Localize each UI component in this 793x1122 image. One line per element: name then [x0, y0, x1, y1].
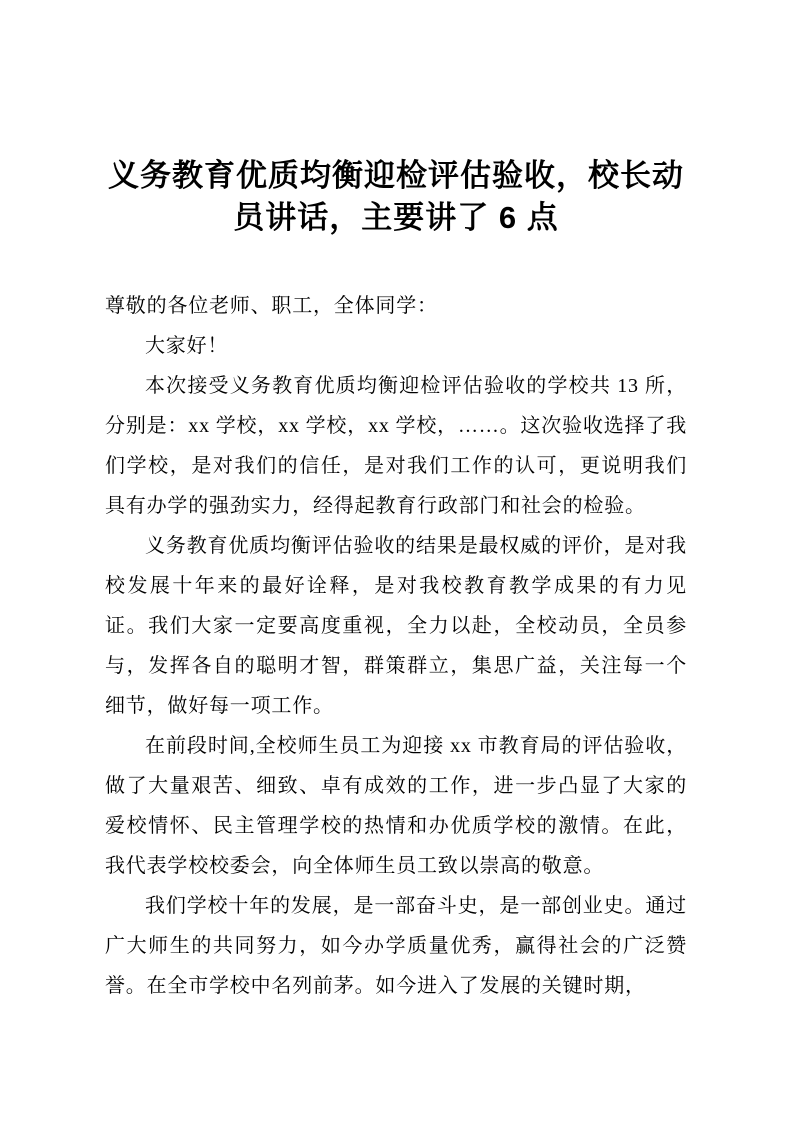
- paragraph: 在前段时间,全校师生员工为迎接 xx 市教育局的评估验收，做了大量艰苦、细致、卓有成效的工作，进一步凸显了大家的爱校情怀、民主管理学校的热情和办优质学校的激情。在此，我代表学校校委会，向全体师生员工致以崇高的敬意。: [105, 735, 687, 877]
- paragraph: 我们学校十年的发展，是一部奋斗史，是一部创业史。通过广大师生的共同努力，如今办学质量优秀，赢得社会的广泛赞誉。在全市学校中名列前茅。如今进入了发展的关键时期，: [105, 895, 687, 997]
- paragraph: 本次接受义务教育优质均衡迎检评估验收的学校共 13 所，分别是：xx 学校，xx 学校，xx 学校，……。这次验收选择了我们学校，是对我们的信任，是对我们工作的认可，更说明我们具有办学的强劲实力，经得起教育行政部门和社会的检验。: [105, 375, 687, 517]
- document-body: [105, 286, 687, 1006]
- paragraph-greeting: 大家好！: [145, 335, 229, 357]
- paragraph-salutation: 尊敬的各位老师、职工，全体同学：: [105, 295, 438, 317]
- document-title: 义务教育优质均衡迎检评估验收，校长动员讲话，主要讲了 6 点: [108, 158, 684, 235]
- paragraph: 义务教育优质均衡评估验收的结果是最权威的评价，是对我校发展十年来的最好诠释，是对我校教育教学成果的有力见证。我们大家一定要高度重视，全力以赴，全校动员，全员参与，发挥各自的聪明才智，群策群立，集思广益，关注每一个细节，做好每一项工作。: [105, 535, 687, 717]
